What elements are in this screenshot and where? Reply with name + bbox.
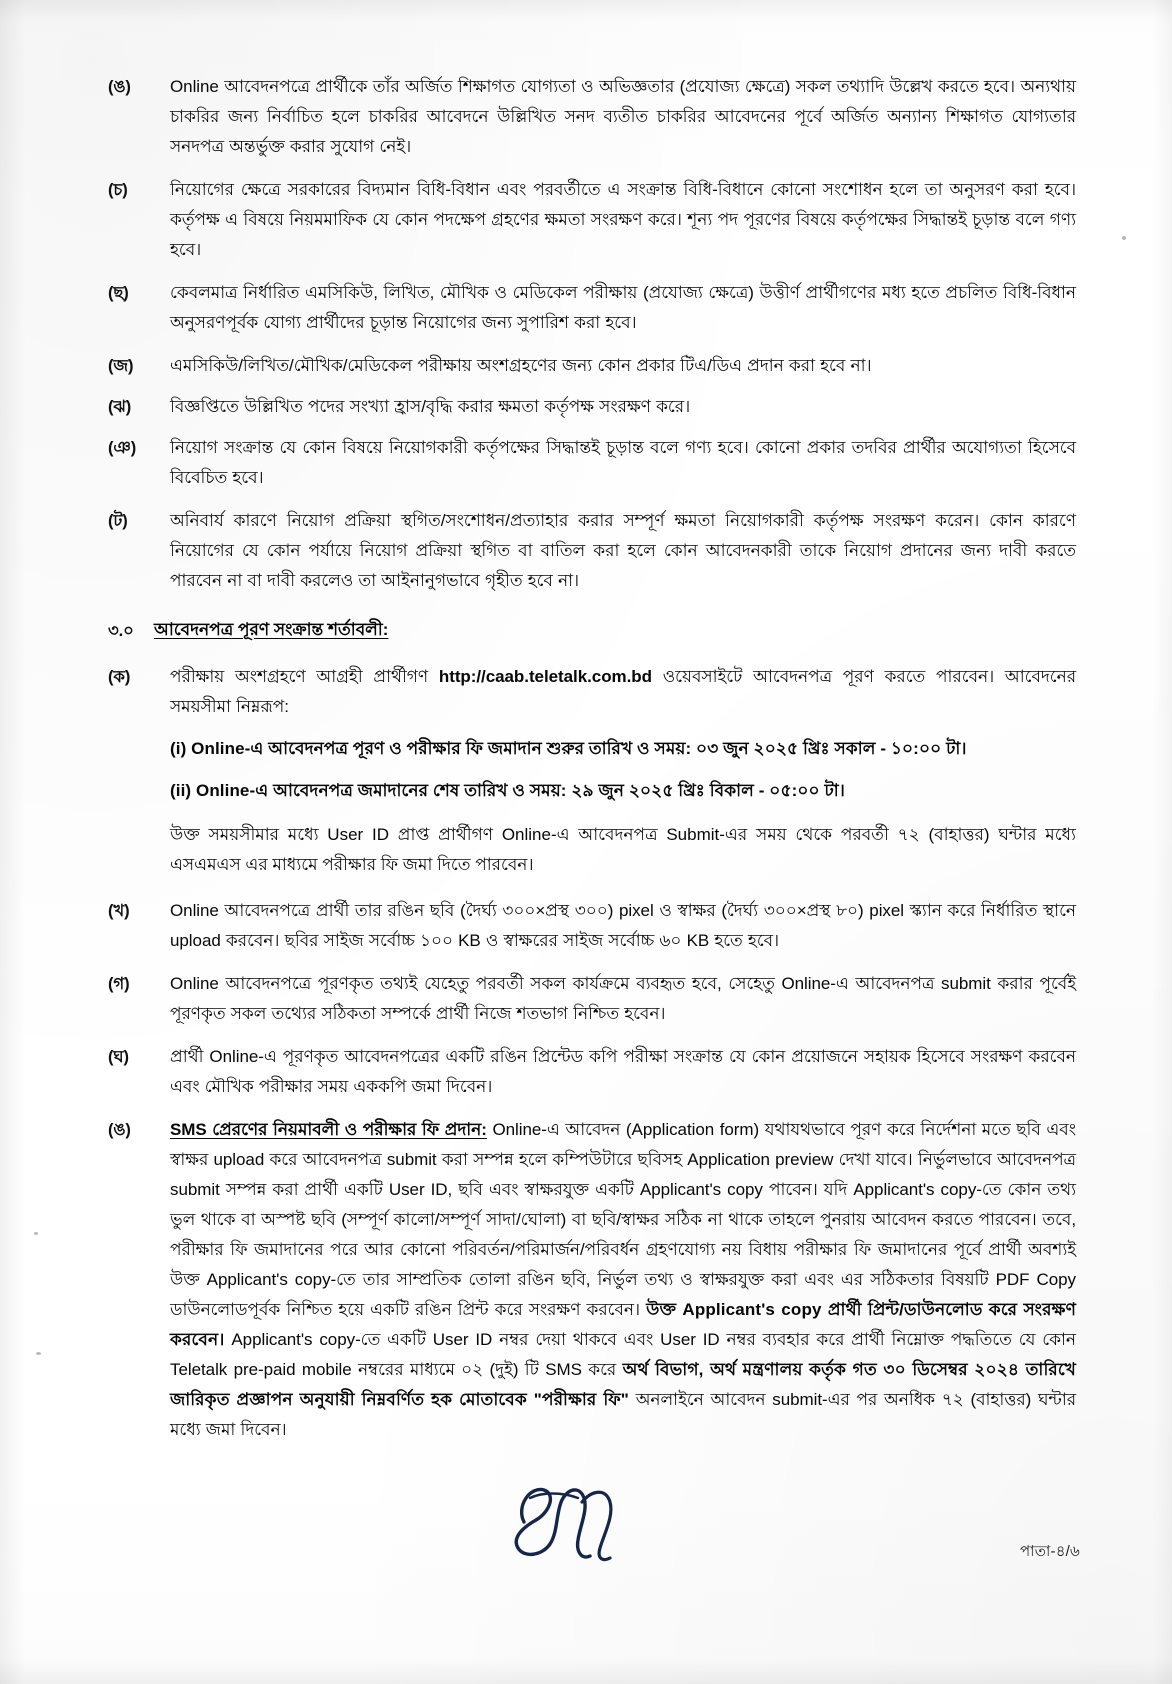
clause-row <box>108 506 1076 596</box>
clause-marker: (ঝ) <box>108 398 132 416</box>
clause-row <box>108 278 1076 338</box>
clause-marker: (ঘ) <box>108 1048 129 1066</box>
fee-payment-note: উক্ত সময়সীমার মধ্যে User ID প্রাপ্ত প্রার্থীগণ Online-এ আবেদনপত্র Submit-এর সময় থেকে পরবর্তী ৭২ (বাহাত্তর) ঘন্টার মধ্যে এসএমএস এর মাধ্যমে পরীক্ষার ফি জমা দিতে পারবেন। <box>170 825 1076 874</box>
clause-row <box>108 969 1076 1029</box>
clause-text: নিয়োগ সংক্রান্ত যে কোন বিষয়ে নিয়োগকারী কর্তৃপক্ষের সিদ্ধান্তই চূড়ান্ত বলে গণ্য হবে। কোনো প্রকার তদবির প্রার্থীর অযোগ্যতা হিসেবে বিবেচিত হবে। <box>170 438 1076 487</box>
clause-marker: (ক) <box>108 668 131 686</box>
application-intro-text: পরীক্ষায় অংশগ্রহণে আগ্রহী প্রার্থীগণ <box>170 667 439 686</box>
clause-marker: (ছ) <box>108 284 129 302</box>
clause-text: অনিবার্য কারণে নিয়োগ প্রক্রিয়া স্থগিত/সংশোধন/প্রত্যাহার করার সম্পূর্ণ ক্ষমতা নিয়োগকারী কর্তৃপক্ষ সংরক্ষণ করেন। কোন কারণে নিয়োগের যে কোন পর্যায়ে নিয়োগ প্রক্রিয়া স্থগিত বা বাতিল করা হলে কোন আবেদনকারী তাকে নিয়োগ প্রদানের জন্য দাবী করতে পারবেন না বা দাবী করলেও তা আইনানুগভাবে গৃহীত হবে না। <box>170 511 1076 590</box>
document-body <box>108 72 1076 1458</box>
application-website-url[interactable]: http://caab.teletalk.com.bd <box>438 667 652 686</box>
clause-marker: (ট) <box>108 512 128 530</box>
clause-text: নিয়োগের ক্ষেত্রে সরকারের বিদ্যমান বিধি-বিধান এবং পরবর্তীতে এ সংক্রান্ত বিধি-বিধানে কোনো সংশোধন হলে তা অনুসরণ করা হবে। কর্তৃপক্ষ এ বিষয়ে নিয়মমাফিক যে কোন পদক্ষেপ গ্রহণের ক্ষমতা সংরক্ষণ করে। শূন্য পদ পূরণের বিষয়ে কর্তৃপক্ষের সিদ্ধান্তই চূড়ান্ত বলে গণ্য হবে। <box>170 180 1076 259</box>
clause-row <box>108 896 1076 956</box>
page-number: পাতা-৪/৬ <box>1020 1543 1080 1560</box>
scan-edge-bottom <box>0 1658 1172 1684</box>
clause-marker: (জ) <box>108 357 134 375</box>
clause-row <box>108 662 1076 722</box>
section-heading-row <box>108 616 1076 646</box>
clause-text: প্রার্থী Online-এ পূরণকৃত আবেদনপত্রের একটি রঙিন প্রিন্টেড কপি পরীক্ষা সংক্রান্ত যে কোন প্রয়োজনে সহায়ক হিসেবে সংরক্ষণ করবেন এবং মৌখিক পরীক্ষার সময় এককপি জমা দিবেন। <box>170 1047 1076 1096</box>
section-number: ৩.০ <box>108 622 134 640</box>
clause-row <box>108 1042 1076 1102</box>
sms-text-part2: Applicant's copy-তে একটি User ID নম্বর দেয়া থাকবে এবং User ID নম্বর ব্যবহার করে প্রার্থী নিম্নোক্ত পদ্ধতিতে যে কোন Teletalk pre-paid mobile নম্বরের মাধ্যমে ০২ (দুই) টি SMS করে <box>170 1330 1076 1379</box>
handwritten-signature <box>486 1476 656 1568</box>
clause-text: Online আবেদনপত্রে পূরণকৃত তথ্যই যেহেতু পরবর্তী সকল কার্যক্রমে ব্যবহৃত হবে, সেহেতু Online-এ আবেদনপত্র submit করার পূর্বেই পূরণকৃত সকল তথ্যের সঠিকতা সম্পর্কে প্রার্থী নিজে শতভাগ নিশ্চিত হবেন। <box>170 974 1076 1023</box>
scan-edge-top <box>0 0 1172 22</box>
clause-row <box>108 351 1076 381</box>
clause-marker: (চ) <box>108 181 128 199</box>
section-title: আবেদনপত্র পূরণ সংক্রান্ত শর্তাবলী: <box>154 620 389 639</box>
sms-text-part3: অনলাইনে আবেদন submit-এর পর অনধিক ৭২ (বাহাত্তর) ঘন্টার মধ্যে জমা দিবেন। <box>170 1390 1077 1439</box>
clause-marker: (খ) <box>108 902 130 920</box>
clause-row <box>108 392 1076 422</box>
application-intro-text-cont: ওয়েবসাইটে আবেদনপত্র পূরণ করতে পারবেন। আবেদনের সময়সীমা নিম্নরূপ: <box>170 667 1076 716</box>
clause-text: কেবলমাত্র নির্ধারিত এমসিকিউ, লিখিত, মৌখিক ও মেডিকেল পরীক্ষায় (প্রযোজ্য ক্ষেত্রে) উত্তীর্ণ প্রার্থীগণের মধ্য হতে প্রচলিত বিধি-বিধান অনুসরণপূর্বক যোগ্য প্রার্থীদের চূড়ান্ত নিয়োগের জন্য সুপারিশ করা হবে। <box>170 283 1076 332</box>
scan-edge-right <box>1152 0 1172 1684</box>
clause-row <box>108 72 1076 162</box>
clause-marker: (গ) <box>108 975 130 993</box>
clause-row <box>108 175 1076 265</box>
sms-bold-sentence: উক্ত Applicant's copy প্রার্থী প্রিন্ট/ডাউনলোড করে সংরক্ষণ করবেন। <box>170 1300 1077 1349</box>
clause-text: বিজ্ঞপ্তিতে উল্লিখিত পদের সংখ্যা হ্রাস/বৃদ্ধি করার ক্ষমতা কর্তৃপক্ষ সংরক্ষণ করে। <box>170 397 691 416</box>
sms-text-part1: Online-এ আবেদন (Application form) যথাযথভাবে পূরণ করে নির্দেশনা মতে ছবি এবং স্বাক্ষর upload করে আবেদনপত্র submit করা সম্পন্ন হলে কম্পিউটারে ছবিসহ Application preview দেখা যাবে। নির্ভুলভাবে আবেদনপত্র submit সম্পন্ন করা প্রার্থী একটি User ID, ছবি এবং স্বাক্ষরযুক্ত একটি Applicant's copy পাবেন। যদি Applicant's copy-তে কোন তথ্য ভুল থাকে বা অস্পষ্ট ছবি (সম্পূর্ণ কালো/সম্পূর্ণ সাদা/ঘোলা) বা ছবি/স্বাক্ষর সঠিক না থাকে তাহলে পুনরায় আবেদন করতে পারবেন। তবে, পরীক্ষার ফি জমাদানের পরে আর কোনো পরিবর্তন/পরিমার্জন/পরিবর্ধন গ্রহণযোগ্য নয় বিধায় পরীক্ষার ফি জমাদানের পূর্বে প্রার্থী অবশ্যই উক্ত Applicant's copy-তে তার সাম্প্রতিক তোলা রঙিন ছবি, নির্ভুল তথ্য ও স্বাক্ষরযুক্ত করা এবং এর সঠিকতার বিষয়টি PDF Copy ডাউনলোডপূর্বক নিশ্চিত হয়ে একটি রঙিন প্রিন্ট করে সংরক্ষণ করবেন। <box>170 1120 1076 1319</box>
clause-text <box>170 662 1076 722</box>
clause-text <box>170 1115 1076 1445</box>
clause-marker: (ঙ) <box>108 78 131 96</box>
scan-edge-left <box>0 0 26 1684</box>
sms-heading: SMS প্রেরণের নিয়মাবলী ও পরীক্ষার ফি প্রদান: <box>170 1120 487 1139</box>
clause-row <box>108 433 1076 493</box>
clause-text: Online আবেদনপত্রে প্রার্থী তার রঙিন ছবি (দৈর্ঘ্য ৩০০×প্রস্থ ৩০০) pixel ও স্বাক্ষর (দৈর্ঘ্য ৩০০×প্রস্থ ৮০) pixel স্ক্যান করে নির্ধারিত স্থানে upload করবেন। ছবির সাইজ সর্বোচ্চ ১০০ KB ও স্বাক্ষরের সাইজ সর্বোচ্চ ৬০ KB হতে হবে। <box>170 901 1076 950</box>
clause-marker: (ঙ) <box>108 1121 131 1139</box>
scan-speck <box>34 1232 38 1235</box>
sms-bold-clause: অর্থ বিভাগ, অর্থ মন্ত্রণালয় কর্তৃক গত ৩০ ডিসেম্বর ২০২৪ তারিখে জারিকৃত প্রজ্ঞাপন অনুযায়ী নিম্নবর্ণিত হক মোতাবেক "পরীক্ষার ফি" <box>170 1360 1076 1409</box>
clause-row-sms <box>108 1115 1076 1445</box>
clause-marker: (ঞ) <box>108 439 137 457</box>
scan-speck <box>36 1352 41 1355</box>
deadline-end: (ii) Online-এ আবেদনপত্র জমাদানের শেষ তারিখ ও সময়: ২৯ জুন ২০২৫ খ্রিঃ বিকাল - ০৫:০০ টা। <box>170 781 845 800</box>
clause-text: এমসিকিউ/লিখিত/মৌখিক/মেডিকেল পরীক্ষায় অংশগ্রহণের জন্য কোন প্রকার টিএ/ডিএ প্রদান করা হবে না। <box>170 356 872 375</box>
scan-speck <box>1122 236 1126 240</box>
deadline-start: (i) Online-এ আবেদনপত্র পূরণ ও পরীক্ষার ফি জমাদান শুরুর তারিখ ও সময়: ০৩ জুন ২০২৫ খ্রিঃ সকাল - ১০:০০ টা। <box>170 739 967 758</box>
clause-text: Online আবেদনপত্রে প্রার্থীকে তাঁর অর্জিত শিক্ষাগত যোগ্যতা ও অভিজ্ঞতার (প্রযোজ্য ক্ষেত্রে) সকল তথ্যাদি উল্লেখ করতে হবে। অন্যথায় চাকরির জন্য নির্বাচিত হলে চাকরির আবেদনে উল্লিখিত সনদ ব্যতীত চাকরির আবেদনের পূর্বে অর্জিত অন্যান্য শিক্ষাগত যোগ্যতার সনদপত্র অন্তর্ভুক্ত করার সুযোগ নেই। <box>170 77 1076 156</box>
